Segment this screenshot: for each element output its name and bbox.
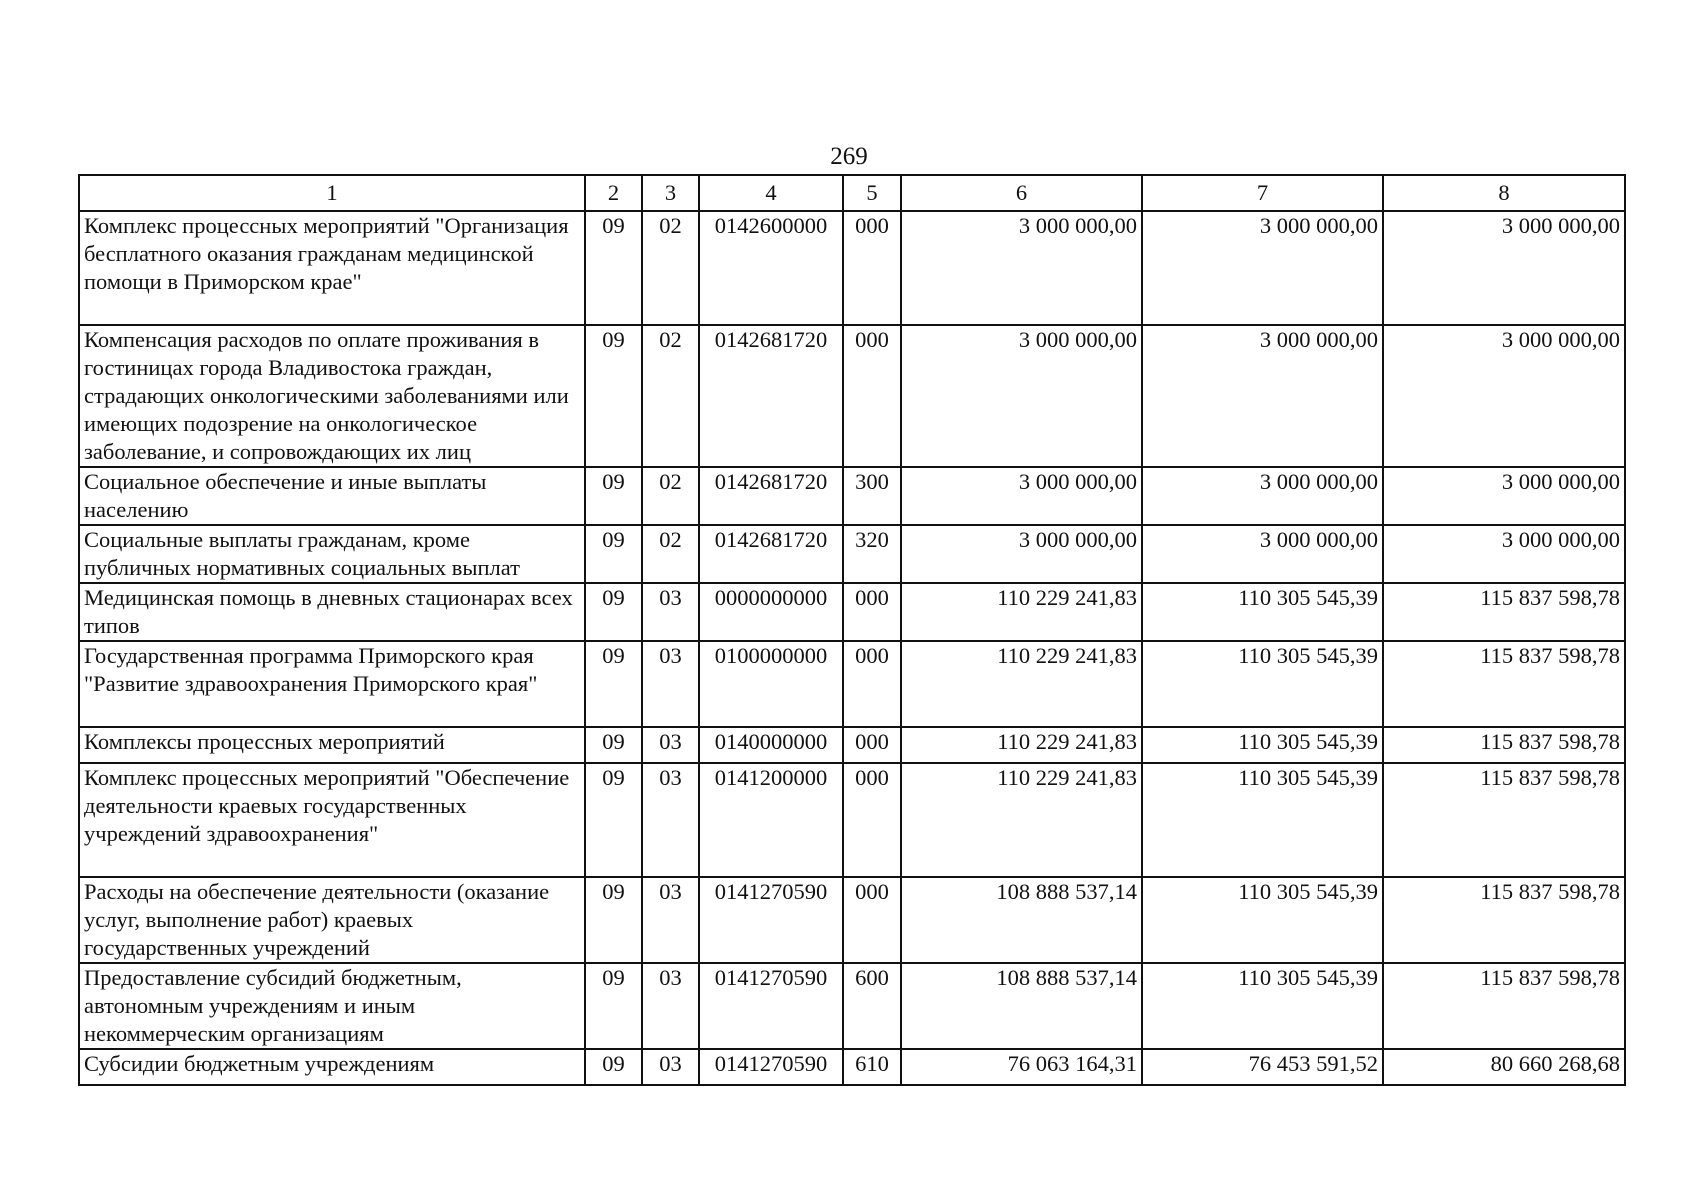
section-code: 09: [585, 211, 642, 325]
row-name: Медицинская помощь в дневных стационарах всех типов: [79, 583, 585, 641]
subsection-code: 03: [642, 877, 699, 963]
amount-col-6: 110 229 241,83: [901, 583, 1142, 641]
row-name: Государственная программа Приморского края "Развитие здравоохранения Приморского края": [79, 641, 585, 727]
amount-col-6: 3 000 000,00: [901, 211, 1142, 325]
subsection-code: 02: [642, 211, 699, 325]
subsection-code: 03: [642, 641, 699, 727]
target-code: 0141200000: [699, 763, 843, 877]
expense-type-code: 000: [843, 727, 901, 763]
target-code: 0142681720: [699, 525, 843, 583]
section-code: 09: [585, 763, 642, 877]
column-header: 2: [585, 175, 642, 211]
expense-type-code: 000: [843, 325, 901, 467]
amount-col-6: 3 000 000,00: [901, 467, 1142, 525]
table-row: [79, 525, 1625, 583]
subsection-code: 02: [642, 325, 699, 467]
table-row: [79, 877, 1625, 963]
section-code: 09: [585, 525, 642, 583]
amount-col-6: 3 000 000,00: [901, 525, 1142, 583]
amount-col-8: 3 000 000,00: [1383, 525, 1625, 583]
amount-col-7: 3 000 000,00: [1142, 211, 1383, 325]
table-row: [79, 727, 1625, 763]
amount-col-6: 110 229 241,83: [901, 763, 1142, 877]
amount-col-8: 115 837 598,78: [1383, 763, 1625, 877]
row-name: Субсидии бюджетным учреждениям: [79, 1049, 585, 1085]
row-name: Комплекс процессных мероприятий "Организация бесплатного оказания гражданам медицинской помощи в Приморском крае": [79, 211, 585, 325]
budget-table: [78, 174, 1626, 1086]
amount-col-8: 3 000 000,00: [1383, 325, 1625, 467]
amount-col-7: 3 000 000,00: [1142, 325, 1383, 467]
expense-type-code: 610: [843, 1049, 901, 1085]
target-code: 0141270590: [699, 877, 843, 963]
expense-type-code: 000: [843, 877, 901, 963]
target-code: 0140000000: [699, 727, 843, 763]
expense-type-code: 000: [843, 641, 901, 727]
expense-type-code: 600: [843, 963, 901, 1049]
header-row: [79, 175, 1625, 211]
column-header: 1: [79, 175, 585, 211]
row-name: Расходы на обеспечение деятельности (оказание услуг, выполнение работ) краевых государственных учреждений: [79, 877, 585, 963]
table-row: [79, 467, 1625, 525]
row-name: Социальное обеспечение и иные выплаты населению: [79, 467, 585, 525]
amount-col-7: 3 000 000,00: [1142, 467, 1383, 525]
amount-col-6: 108 888 537,14: [901, 877, 1142, 963]
expense-type-code: 000: [843, 211, 901, 325]
amount-col-8: 115 837 598,78: [1383, 963, 1625, 1049]
section-code: 09: [585, 1049, 642, 1085]
amount-col-8: 80 660 268,68: [1383, 1049, 1625, 1085]
target-code: 0000000000: [699, 583, 843, 641]
section-code: 09: [585, 877, 642, 963]
table-row: [79, 211, 1625, 325]
target-code: 0141270590: [699, 963, 843, 1049]
amount-col-7: 110 305 545,39: [1142, 877, 1383, 963]
amount-col-6: 3 000 000,00: [901, 325, 1142, 467]
table-row: [79, 641, 1625, 727]
column-header: 7: [1142, 175, 1383, 211]
column-header: 4: [699, 175, 843, 211]
amount-col-8: 3 000 000,00: [1383, 211, 1625, 325]
table-row: [79, 583, 1625, 641]
target-code: 0100000000: [699, 641, 843, 727]
amount-col-7: 110 305 545,39: [1142, 763, 1383, 877]
amount-col-8: 115 837 598,78: [1383, 877, 1625, 963]
expense-type-code: 320: [843, 525, 901, 583]
target-code: 0141270590: [699, 1049, 843, 1085]
amount-col-7: 76 453 591,52: [1142, 1049, 1383, 1085]
row-name: Компенсация расходов по оплате проживания в гостиницах города Владивостока граждан, страдающих онкологическими заболеваниями или имеющих подозрение на онкологическое заболевание, и сопровождающих их лиц: [79, 325, 585, 467]
target-code: 0142681720: [699, 467, 843, 525]
subsection-code: 03: [642, 727, 699, 763]
target-code: 0142681720: [699, 325, 843, 467]
column-header: 8: [1383, 175, 1625, 211]
section-code: 09: [585, 963, 642, 1049]
section-code: 09: [585, 583, 642, 641]
section-code: 09: [585, 325, 642, 467]
column-header: 5: [843, 175, 901, 211]
section-code: 09: [585, 727, 642, 763]
target-code: 0142600000: [699, 211, 843, 325]
amount-col-6: 108 888 537,14: [901, 963, 1142, 1049]
row-name: Социальные выплаты гражданам, кроме публичных нормативных социальных выплат: [79, 525, 585, 583]
subsection-code: 03: [642, 1049, 699, 1085]
table-row: [79, 763, 1625, 877]
table-row: [79, 325, 1625, 467]
row-name: Предоставление субсидий бюджетным, автономным учреждениям и иным некоммерческим организациям: [79, 963, 585, 1049]
amount-col-8: 3 000 000,00: [1383, 467, 1625, 525]
amount-col-7: 110 305 545,39: [1142, 641, 1383, 727]
amount-col-6: 110 229 241,83: [901, 641, 1142, 727]
row-name: Комплексы процессных мероприятий: [79, 727, 585, 763]
amount-col-7: 110 305 545,39: [1142, 727, 1383, 763]
subsection-code: 02: [642, 467, 699, 525]
amount-col-8: 115 837 598,78: [1383, 583, 1625, 641]
amount-col-8: 115 837 598,78: [1383, 727, 1625, 763]
expense-type-code: 000: [843, 583, 901, 641]
amount-col-7: 110 305 545,39: [1142, 583, 1383, 641]
amount-col-7: 110 305 545,39: [1142, 963, 1383, 1049]
expense-type-code: 300: [843, 467, 901, 525]
section-code: 09: [585, 467, 642, 525]
table-row: [79, 963, 1625, 1049]
amount-col-8: 115 837 598,78: [1383, 641, 1625, 727]
amount-col-7: 3 000 000,00: [1142, 525, 1383, 583]
subsection-code: 03: [642, 583, 699, 641]
table-row: [79, 1049, 1625, 1085]
subsection-code: 02: [642, 525, 699, 583]
subsection-code: 03: [642, 763, 699, 877]
page-number: 269: [830, 143, 868, 170]
row-name: Комплекс процессных мероприятий "Обеспечение деятельности краевых государственных учреждений здравоохранения": [79, 763, 585, 877]
column-header: 3: [642, 175, 699, 211]
expense-type-code: 000: [843, 763, 901, 877]
amount-col-6: 110 229 241,83: [901, 727, 1142, 763]
amount-col-6: 76 063 164,31: [901, 1049, 1142, 1085]
subsection-code: 03: [642, 963, 699, 1049]
section-code: 09: [585, 641, 642, 727]
column-header: 6: [901, 175, 1142, 211]
